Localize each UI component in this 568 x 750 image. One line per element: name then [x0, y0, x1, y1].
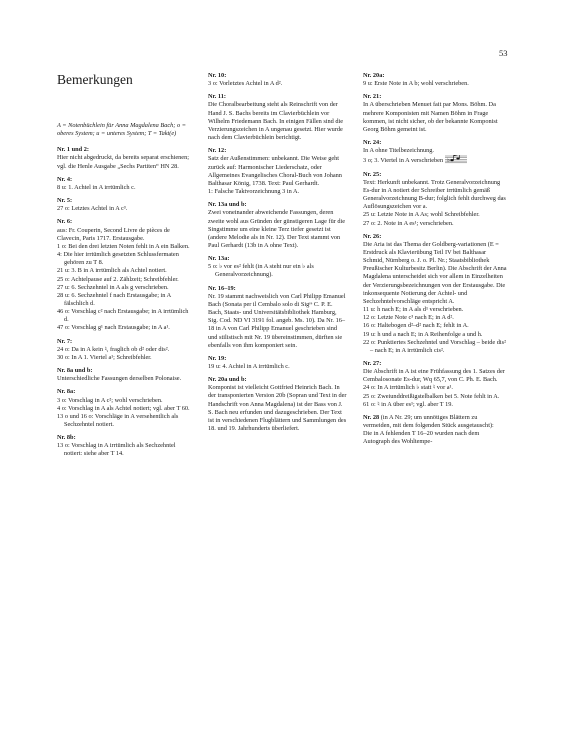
remark-measure-note: 25 o: Achtelpause auf 2. Zählzeit; Schreibfehler. — [57, 275, 179, 283]
page-number: 53 — [499, 48, 508, 58]
remark-measure-note: 27 o: 2. Note in A es¹; verschrieben. — [363, 219, 454, 227]
remark-heading: Nr. 13a: — [208, 255, 230, 263]
remark-entry — [57, 176, 194, 192]
remark-measure-note: 21 u: 3. B in A irrtümlich als Achtel notiert. — [57, 267, 167, 275]
remark-entry — [363, 414, 507, 447]
remark-measure-note: 4 o: Vorschlag in A als Achtel notiert; vgl. aber T 60. — [57, 404, 190, 412]
remark-entry — [208, 355, 348, 371]
remark-measure-note: 61 o: ♮ in A über es¹; vgl. aber T 19. — [363, 400, 453, 408]
remark-text: Nr. 19 stammt nachweislich von Carl Philipp Emanuel Bach (Sonata per il Cembalo solo di Sigʳᵉ C. P. E. Bach, Staats- und Universitätsbibliothek Hamburg, Sig. Cod. ND VI 3191 fol. angeb. Ms. 10). Da Nr. 16–18 in A von Carl Philipp Emanuel geschrieben sind und stilistisch mit Nr. 19 übereinstimmen, dürften sie ebenfalls von ihm komponiert sein. — [208, 292, 346, 349]
remark-text: 8 u: 1. Achtel in A irrtümlich c. — [57, 183, 136, 191]
remark-measure-note: 3 o: Vorschlag in A c²; wohl verschrieben. — [57, 396, 163, 404]
remark-heading: Nr. 16–19: — [208, 284, 236, 292]
page-title: Bemerkungen — [57, 72, 133, 87]
remark-heading: Nr. 4: — [57, 175, 73, 183]
remark-text: 24 o: Da in A kein ♮, fraglich ob d² oder dis². — [57, 345, 170, 353]
remark-measure-note: 46 o: Vorschlag c² nach Erstausgabe; in A irrtümlich d. — [57, 308, 189, 324]
remark-entry — [208, 376, 348, 433]
remark-measure-note: 24 o: In A irrtümlich ♭ statt ♮ vor a¹. — [363, 384, 454, 392]
remark-entry — [57, 434, 194, 458]
remark-text: Zwei voneinander abweichende Fassungen, deren zweite wohl aus Gründen der günstigeren Lage für die Singstimme um eine kleine Terz tiefer gesetzt ist (andere Melodie als in Nr. 12). Der Text stammt von Paul Gerhardt (13b in A ohne Text). — [208, 209, 346, 249]
remark-entry — [363, 233, 507, 355]
remark-text: 3 o: Vorletztes Achtel in A d². — [208, 80, 283, 88]
remark-heading: Nr. 28 (in A Nr. 29; um unnötiges Blättern zu vermeiden, mit dem folgenden Stück ausgetauscht): — [363, 413, 494, 430]
remark-measure-note: 13 o: Vorschlag in A irrtümlich als Sechzehntel notiert: siehe aber T 14. — [57, 442, 176, 458]
remark-measure-note: 11 u: h nach E; in A als d¹ verschrieben. — [363, 306, 464, 314]
remark-text: Unterschiedliche Fassungen derselben Polonaise. — [57, 375, 182, 383]
remark-entry — [57, 367, 194, 383]
remark-measure-note: 28 u: 6. Sechzehntel f nach Erstausgabe; in A fälschlich d. — [57, 291, 171, 307]
remark-entry — [208, 147, 348, 196]
remark-heading: Nr. 24: — [363, 139, 382, 147]
remark-entry — [57, 146, 194, 170]
remark-heading: Nr. 12: — [208, 147, 227, 155]
remark-entry — [57, 218, 194, 332]
remark-measure-note: 22 o: Punktiertes Sechzehntel und Vorschlag – beide dis² – nach E; in A irrtümlich cis². — [363, 338, 506, 354]
remark-entry — [363, 171, 507, 228]
remark-text: Satz der Außenstimmen: unbekannt. Die Weise geht zurück auf: Harmonischer Liederschatz, oder Allgemeines Evangelisches Choral-Buch von Johann Balthasar König, 1738. Text: Paul Gerhardt. — [208, 155, 342, 187]
remark-entry — [57, 338, 194, 362]
remark-text: Text: Herkunft unbekannt. Trotz Generalvorzeichnung Es-dur in A notiert der Schreiber irrtümlich gemäß Generalvorzeichnung B-dur; folglich fehlt durchweg das Auflösungszeichen vor a. — [363, 178, 506, 211]
column-left — [57, 72, 194, 460]
remark-heading: Nr. 8b: — [57, 434, 76, 442]
remark-text: 1: Falsche Taktvorzeichnung 3 in A. — [208, 188, 300, 196]
remark-measure-note: 12 o: Letzte Note c³ nach E; in A d². — [363, 314, 454, 322]
remark-heading: Nr. 10: — [208, 72, 227, 79]
remark-text: Die Choralbearbeitung steht als Reinschrift von der Hand J. S. Bachs bereits im Clavierbüchlein vor Wilhelm Friedemann Bach. In einigen Fällen sind die Verzierungszeichen in A ungenau gesetzt. Hier wurde nach dem Clavierbüchlein berichtigt. — [208, 101, 344, 142]
remark-measure-note: 16 o: Haltebogen d²–d² nach E; fehlt in A. — [363, 322, 469, 330]
remark-measure-note: 13 o und 16 o: Vorschläge in A versehentlich als Sechzehntel notiert. — [57, 412, 179, 428]
remark-heading-note: (in A Nr. 29; um unnötiges Blättern zu vermeiden, mit dem folgenden Stück ausgetauscht): — [363, 413, 494, 430]
remark-heading: Nr. 6: — [57, 218, 73, 226]
remark-text: aus: Fr. Couperin, Second Livre de pièces de Clavecin, Paris 1717. Erstausgabe. — [57, 226, 170, 242]
remark-text: Die in A fehlenden T 16–20 wurden nach dem Autograph des Wohltempe- — [363, 430, 480, 446]
remark-heading: Nr. 20a und b: — [208, 376, 247, 384]
abbreviation-legend: A = Notenbüchlein für Anna Magdalena Bach; o = oberes System; u = unteres System; T = Takt(e) — [57, 122, 186, 138]
remark-text: 27 o: Letztes Achtel in A c³. — [57, 205, 128, 213]
remark-measure-note: 4: Die hier irrtümlich gesetzten Schlussfermaten gehören zu T 8. — [57, 251, 179, 267]
remark-measure-note: 1 o: Bei den drei letzten Noten fehlt in A ein Balken. — [57, 242, 190, 250]
remark-heading: Nr. 27: — [363, 360, 382, 367]
remark-text: Komponist ist vielleicht Gottfried Heinrich Bach. In der transponierten Version 20b (Sopran und Text in der Handschrift von Anna Magdalena) ist der Bass von J. S. Bach neu erfunden und dazugeschrieben. Der Text ist in verschiedenen Flugblättern und Sammlungen des 18. und 19. Jahrhunderts überliefert. — [208, 384, 347, 433]
remark-text: In A überschrieben Menuet fait par Mons. Böhm. Da mehrere Komponisten mit Namen Böhm in Frage kommen, ist nicht sicher, ob der bekannte Komponist Georg Böhm gemeint ist. — [363, 101, 498, 133]
remark-heading: Nr. 25: — [363, 170, 382, 178]
remark-measure-note: 25 u: Letzte Note in A As; wohl Schreibfehler. — [363, 211, 480, 219]
remark-entry — [363, 93, 507, 134]
music-notation-icon — [445, 155, 467, 164]
remark-entry — [363, 72, 507, 88]
remark-entry — [208, 201, 348, 250]
remark-heading: Nr. 20a: — [363, 72, 385, 79]
remark-heading: Nr. 19: — [208, 354, 227, 362]
remark-text: 9 u: Erste Note in A b; wohl verschrieben. — [363, 80, 469, 88]
remark-measure-note: 27 u: 6. Sechzehntel in A als g verschrieben. — [57, 283, 169, 291]
remark-entry — [208, 72, 348, 88]
remark-measure-note: 5 o: ♭ vor es² fehlt (in A steht nur ein ♭ als Generalvorzeichnung). — [208, 263, 314, 279]
remark-text: 30 o: In A 1. Viertel a¹; Schreibfehler. — [57, 353, 152, 361]
remark-measure-note: 25 o: Zweiunddreißigstelbalken bei 5. Note fehlt in A. — [363, 392, 500, 400]
remark-entry — [363, 360, 507, 409]
remark-text: Die Aria ist das Thema der Goldberg-variationen (E = Erstdruck als Klavierübung Teil IV bei Balthasar Schmid, Nürnberg o. J. o. Pl. Nr.; Staatsbibliothek Preußischer Kulturbesitz Berlin). Die Abschrift der Anna Magdalena unterscheidet sich vor allem in Einzelheiten der Verzierungsbezeichnungen von der Erstausgabe. Die inkonsequente Notierung der Achtel- und Sechzehntelvorschläge entspricht A. — [363, 240, 507, 305]
remark-heading: Nr. 5: — [57, 197, 73, 205]
remark-entry — [208, 255, 348, 279]
remark-text: In A ohne Titelbezeichnung. — [363, 147, 435, 155]
remark-heading: Nr. 8a: — [57, 388, 76, 396]
remark-heading: Nr. 8a und b: — [57, 367, 93, 375]
remark-heading: Nr. 21: — [363, 93, 382, 101]
remark-heading: Nr. 1 und 2: — [57, 146, 89, 154]
remark-heading: Nr. 11: — [208, 93, 226, 101]
remark-entry — [363, 139, 507, 165]
remark-text: 19 u: 4. Achtel in A irrtümlich c. — [208, 363, 290, 370]
remark-heading: Nr. 7: — [57, 337, 73, 345]
remark-measure-note: 19 u: h und a nach E; in A Reihenfolge a und h. — [363, 330, 483, 338]
remark-measure-note: 47 o: Vorschlag g¹ nach Erstausgabe; in A a¹. — [57, 324, 170, 332]
remark-text: Hier nicht abgedruckt, da bereits separat erschienen; vgl. die Henle Ausgabe „Sechs Partiten“ HN 28. — [57, 154, 190, 170]
remark-heading: Nr. 13a und b: — [208, 201, 247, 209]
remark-heading: Nr. 26: — [363, 232, 382, 240]
column-middle — [208, 72, 348, 434]
remark-text: 3 o; 3. Viertel in A verschrieben ♭ — [363, 155, 507, 165]
column-right — [363, 72, 507, 448]
remark-text: Die Abschrift in A ist eine Frühfassung des 1. Satzes der Cembalosonate Es-dur, Wq 65,7, von C. Ph. E. Bach. — [363, 368, 505, 384]
remark-entry — [57, 388, 194, 429]
svg-text:♭: ♭ — [447, 158, 450, 165]
remark-entry — [57, 197, 194, 213]
remark-entry — [208, 285, 348, 350]
remark-entry — [208, 93, 348, 142]
